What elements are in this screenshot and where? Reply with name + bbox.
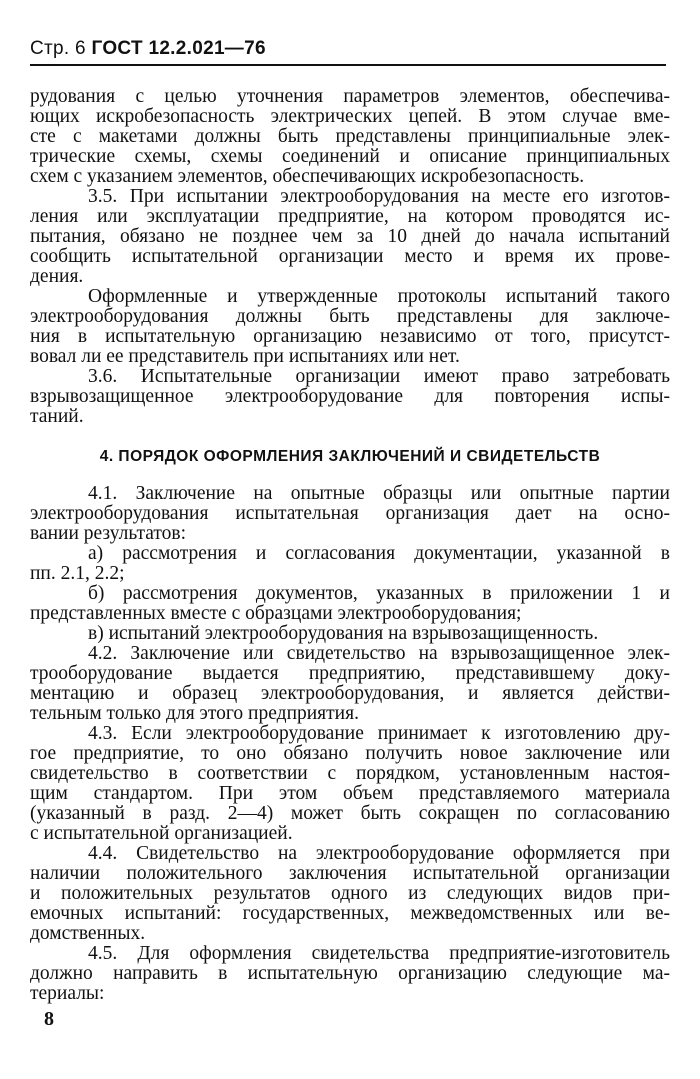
text-line: Оформленные и утвержденные протоколы испытаний такого <box>88 286 670 307</box>
text-line: и положительных результатов одного из следующих видов при- <box>30 883 670 904</box>
text-line: 4.3. Если электрооборудование принимает к изготовлению дру- <box>88 723 670 744</box>
text-line: 4.4. Свидетельство на электрооборудование оформляется при <box>88 843 670 864</box>
text-line: домственных. <box>30 923 146 944</box>
text-line: 4.1. Заключение на опытные образцы или опытные партии <box>88 483 670 504</box>
text-line: вовал ли ее представитель при испытаниях или нет. <box>30 346 460 367</box>
text-line: 3.6. Испытательные организации имеют право затребовать <box>88 366 670 387</box>
text-line: ющих искробезопасность электрических цепей. В этом случае вме- <box>30 106 670 127</box>
text-line: рудования с целью уточнения параметров элементов, обеспечива- <box>30 86 670 107</box>
text-line: таний. <box>30 406 84 427</box>
text-line: 3.5. При испытании электрооборудования на месте его изготов- <box>88 186 670 207</box>
text-line: гое предприятие, то оно обязано получить новое заключение или <box>30 743 670 764</box>
text-line: териалы: <box>30 983 105 1004</box>
text-line: пытания, обязано не позднее чем за 10 дней до начала испытаний <box>30 226 670 247</box>
text-line: (указанный в разд. 2—4) может быть сокращен по согласованию <box>30 803 670 824</box>
page-number: 8 <box>44 1008 54 1030</box>
text-line: б) рассмотрения документов, указанных в приложении 1 и <box>88 583 670 604</box>
text-line: сте с макетами должны быть представлены принципиальные элек- <box>30 126 670 147</box>
text-line: должно направить в испытательную организацию следующие ма- <box>30 963 670 984</box>
text-line: ментацию и образец электрооборудования, и является действи- <box>30 683 670 704</box>
text-line: а) рассмотрения и согласования документации, указанной в <box>88 543 670 564</box>
text-line: тельным только для этого предприятия. <box>30 703 359 724</box>
text-line: дения. <box>30 266 84 287</box>
text-line: трические схемы, схемы соединений и описание принципиальных <box>30 146 670 167</box>
section-heading: 4. ПОРЯДОК ОФОРМЛЕНИЯ ЗАКЛЮЧЕНИЙ И СВИДЕТЕЛЬСТВ <box>99 448 601 465</box>
text-line: 4.2. Заключение или свидетельство на взрывозащищенное элек- <box>88 643 670 664</box>
text-line: в) испытаний электрооборудования на взрывозащищенность. <box>88 623 599 644</box>
text-line: вании результатов: <box>30 523 187 544</box>
text-line: схем с указанием элементов, обеспечивающих искробезопасность. <box>30 166 585 187</box>
text-line: взрывозащищенное электрооборудование для повторения испы- <box>30 386 670 407</box>
text-line: с испытательной организацией. <box>30 823 293 844</box>
text-line: ления или эксплуатации предприятие, на котором проводятся ис- <box>30 206 670 227</box>
text-line: ния в испытательную организацию независимо от того, присутст- <box>30 326 670 347</box>
text-line: пп. 2.1, 2.2; <box>30 563 125 584</box>
text-line: электрооборудования испытательная организация дает на осно- <box>30 503 670 524</box>
text-line: сообщить испытательной организации место и время их прове- <box>30 246 670 267</box>
standard-designation: ГОСТ 12.2.021—76 <box>91 38 266 59</box>
text-line: наличии положительного заключения испытательной организации <box>30 863 670 884</box>
text-line: свидетельство в соответствии с порядком, установленным настоя- <box>30 763 670 784</box>
text-line: электрооборудования должны быть представлены для заключе- <box>30 306 670 327</box>
page-label: Стр. 6 <box>30 38 86 59</box>
text-line: щим стандартом. При этом объем представляемого материала <box>30 783 670 804</box>
text-line: 4.5. Для оформления свидетельства предприятие-изготовитель <box>88 943 670 964</box>
text-line: трооборудование выдается предприятию, представившему доку- <box>30 663 670 684</box>
text-line: представленных вместе с образцами электрооборудования; <box>30 603 522 624</box>
text-line: емочных испытаний: государственных, межведомственных или ве- <box>30 903 670 924</box>
